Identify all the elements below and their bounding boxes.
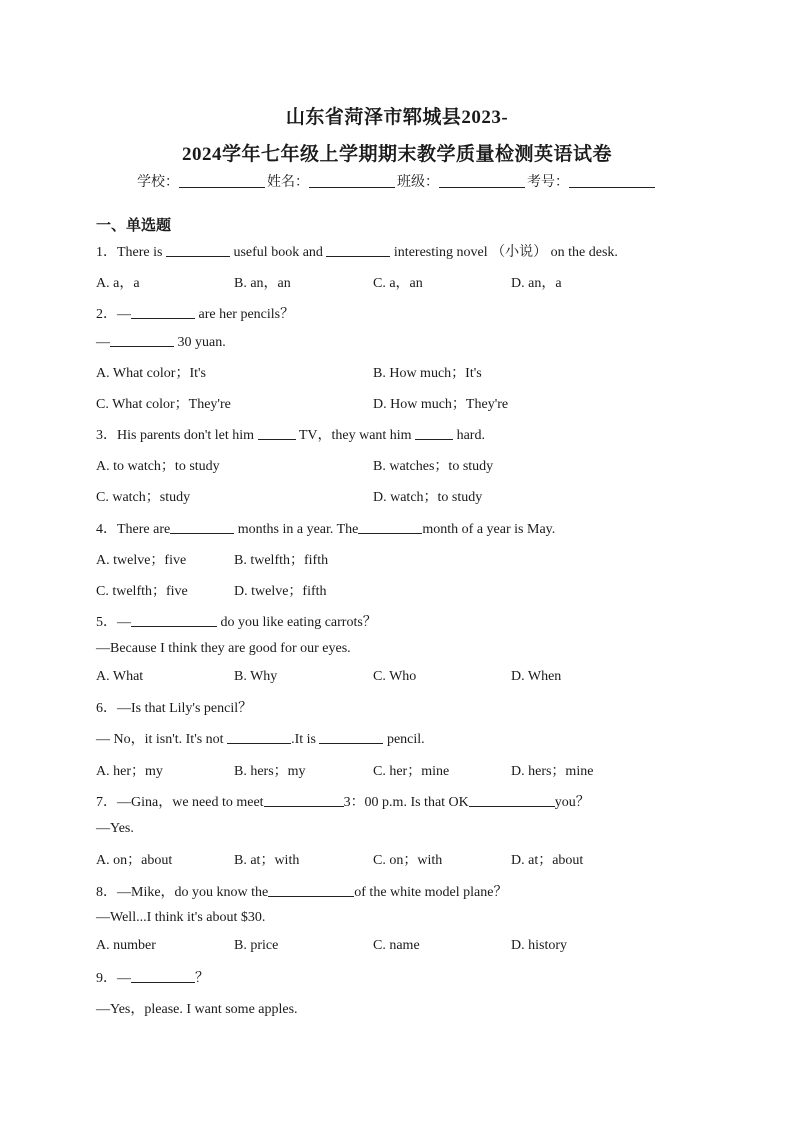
exam-title-line1: 山东省菏泽市郓城县2023-	[285, 107, 509, 128]
question-6	[96, 697, 252, 717]
id-label: 考号：	[527, 175, 569, 190]
name-label: 姓名：	[267, 175, 309, 190]
id-blank[interactable]	[569, 173, 655, 188]
q8-option-a[interactable]: A. number	[96, 938, 156, 953]
q8-option-b[interactable]: B. price	[234, 938, 279, 953]
q9-number: 9．	[96, 971, 117, 986]
q1-option-c[interactable]: C. a，an	[373, 276, 423, 291]
q5-number: 5．	[96, 615, 117, 630]
q4-text-b: months in a year. The	[237, 522, 359, 537]
q6-answer-c: pencil.	[386, 732, 425, 747]
q3-blank-2[interactable]	[415, 426, 453, 440]
q3-option-c[interactable]: C. watch；study	[96, 490, 191, 505]
q6-option-a[interactable]: A. her；my	[96, 764, 163, 779]
q5-option-c[interactable]: C. Who	[373, 669, 417, 684]
question-1	[96, 241, 618, 261]
q4-option-b[interactable]: B. twelfth；fifth	[234, 553, 329, 568]
q1-text-c: interesting novel （小说） on the desk.	[393, 245, 618, 260]
q6-option-d[interactable]: D. hers；mine	[511, 764, 594, 779]
q4-number: 4．	[96, 522, 117, 537]
section-title: 一、单选题	[96, 218, 172, 234]
q5-option-a[interactable]: A. What	[96, 669, 144, 684]
school-label: 学校：	[137, 175, 179, 190]
q1-option-b[interactable]: B. an，an	[234, 276, 291, 291]
q9-text-b: ？	[195, 971, 209, 986]
q4-text-a: There are	[117, 522, 171, 537]
q2-text-b: are her pencils？	[198, 307, 295, 322]
q8-option-c[interactable]: C. name	[373, 938, 420, 953]
q7-blank-1[interactable]	[264, 793, 344, 807]
q4-option-c[interactable]: C. twelfth；five	[96, 584, 188, 599]
q6-number: 6．	[96, 701, 117, 716]
class-blank[interactable]	[439, 173, 525, 188]
q5-blank-1[interactable]	[131, 613, 217, 627]
q7-answer: —Yes.	[96, 821, 134, 836]
q5-option-b[interactable]: B. Why	[234, 669, 278, 684]
q6-option-c[interactable]: C. her；mine	[373, 764, 450, 779]
q8-option-d[interactable]: D. history	[511, 938, 567, 953]
exam-title-line2: 2024学年七年级上学期期末教学质量检测英语试卷	[181, 144, 612, 165]
q7-option-a[interactable]: A. on；about	[96, 853, 173, 868]
question-3	[96, 424, 485, 444]
class-label: 班级：	[397, 175, 439, 190]
question-6-answer	[96, 728, 425, 748]
q1-option-a[interactable]: A. a，a	[96, 276, 140, 291]
q1-text-b: useful book and	[233, 245, 323, 260]
q1-text-a: There is	[117, 245, 163, 260]
question-2-answer	[96, 333, 226, 351]
q7-text-b: 3：00 p.m. Is that OK	[343, 795, 469, 810]
q3-blank-1[interactable]	[258, 426, 296, 440]
q8-number: 8．	[96, 885, 117, 900]
q4-option-a[interactable]: A. twelve；five	[96, 553, 187, 568]
q7-text-c: you？	[554, 795, 590, 810]
q5-option-d[interactable]: D. When	[511, 669, 562, 684]
q2-number: 2．	[96, 307, 117, 322]
question-7	[96, 791, 590, 811]
q5-answer: —Because I think they are good for our eyes.	[96, 641, 351, 656]
q5-text-a: —	[117, 615, 131, 630]
q6-blank-1[interactable]	[227, 730, 291, 744]
q4-blank-2[interactable]	[358, 520, 422, 534]
name-blank[interactable]	[309, 173, 395, 188]
q3-text-c: hard.	[456, 428, 485, 443]
q6-blank-2[interactable]	[319, 730, 383, 744]
question-8	[96, 881, 507, 901]
q3-text-b: TV，they want him	[298, 428, 412, 443]
school-blank[interactable]	[179, 173, 265, 188]
q3-option-b[interactable]: B. watches；to study	[373, 459, 494, 474]
q4-blank-1[interactable]	[170, 520, 234, 534]
q2-option-d[interactable]: D. How much；They're	[373, 397, 509, 412]
student-info-row	[0, 171, 794, 191]
q1-blank-2[interactable]	[326, 243, 390, 257]
q3-option-d[interactable]: D. watch；to study	[373, 490, 483, 505]
q6-answer-b: .It is	[291, 732, 316, 747]
q7-text-a: —Gina，we need to meet	[117, 795, 264, 810]
q6-text: —Is that Lily's pencil？	[117, 701, 253, 716]
q2-option-b[interactable]: B. How much；It's	[373, 366, 482, 381]
q8-answer: —Well...I think it's about $30.	[96, 910, 266, 925]
q3-text-a: His parents don't let him	[117, 428, 255, 443]
q2-text-a: —	[117, 307, 131, 322]
question-9	[96, 967, 209, 987]
question-5	[96, 611, 377, 631]
q2-blank-2[interactable]	[110, 333, 174, 347]
q2-option-c[interactable]: C. What color；They're	[96, 397, 231, 412]
q7-option-b[interactable]: B. at；with	[234, 853, 300, 868]
q2-blank-1[interactable]	[131, 305, 195, 319]
q3-number: 3．	[96, 428, 117, 443]
q7-blank-2[interactable]	[469, 793, 555, 807]
q6-answer-a: — No，it isn't. It's not	[96, 732, 224, 747]
q1-blank-1[interactable]	[166, 243, 230, 257]
q9-answer: —Yes，please. I want some apples.	[96, 1002, 298, 1017]
q2-answer-dash: —	[96, 335, 110, 350]
q1-number: 1．	[96, 245, 117, 260]
q7-option-c[interactable]: C. on；with	[373, 853, 443, 868]
q2-option-a[interactable]: A. What color；It's	[96, 366, 206, 381]
q8-text-a: —Mike，do you know the	[117, 885, 269, 900]
q8-text-b: of the white model plane？	[354, 885, 508, 900]
q4-text-c: month of a year is May.	[422, 522, 556, 537]
q7-number: 7．	[96, 795, 117, 810]
question-2	[96, 303, 294, 323]
q5-text-b: do you like eating carrots？	[220, 615, 377, 630]
q7-option-d[interactable]: D. at；about	[511, 853, 584, 868]
q2-answer-text: 30 yuan.	[177, 335, 226, 350]
q6-option-b[interactable]: B. hers；my	[234, 764, 306, 779]
q8-blank-1[interactable]	[268, 883, 354, 897]
q9-blank-1[interactable]	[131, 969, 195, 983]
q9-text-a: —	[117, 971, 131, 986]
q3-option-a[interactable]: A. to watch；to study	[96, 459, 220, 474]
q4-option-d[interactable]: D. twelve；fifth	[234, 584, 327, 599]
q1-option-d[interactable]: D. an，a	[511, 276, 562, 291]
question-4	[96, 518, 555, 538]
